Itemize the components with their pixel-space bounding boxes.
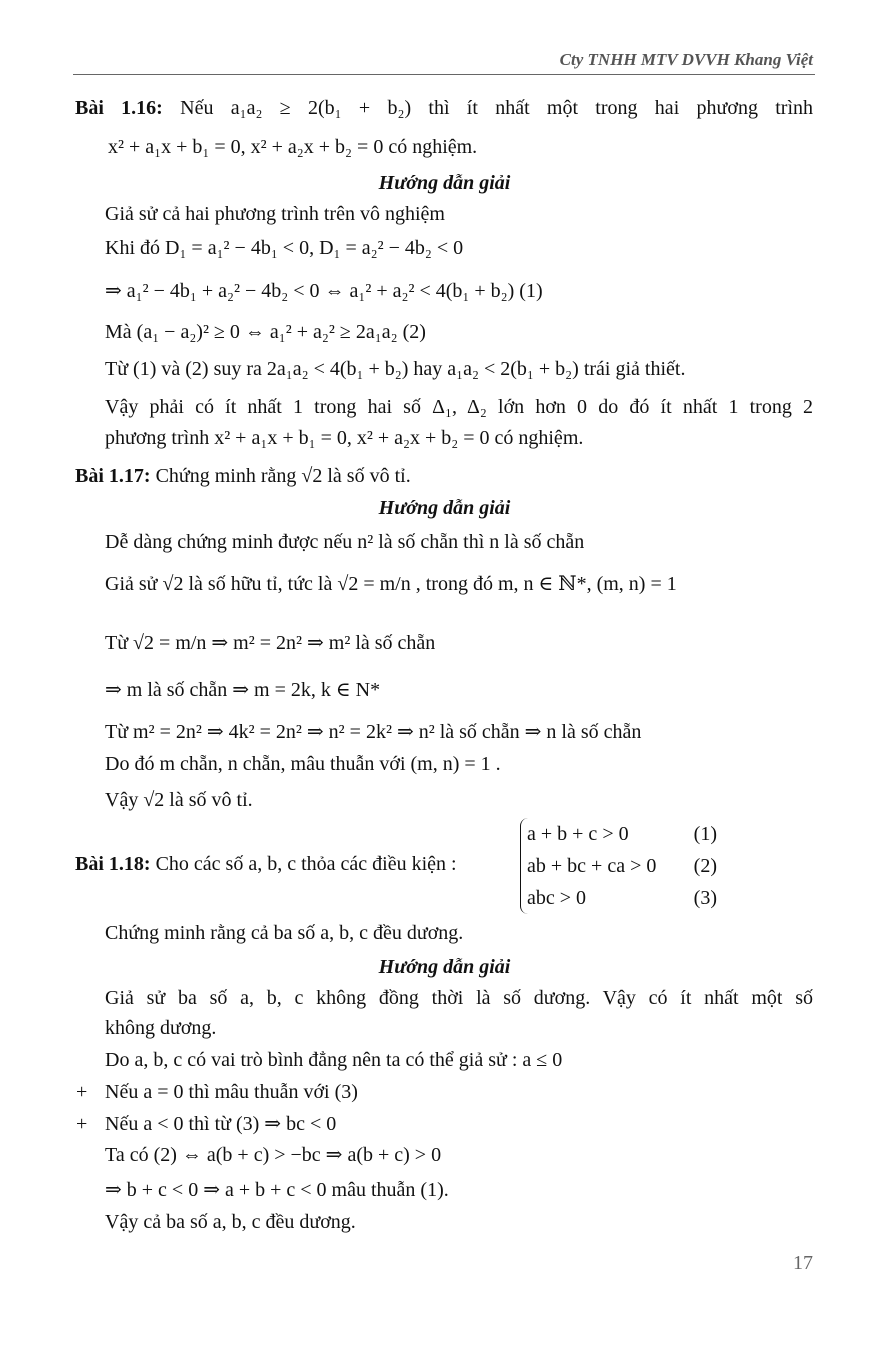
solution-heading: Hướng dẫn giải [378, 172, 511, 194]
solution-line: ⇒ a₁² − 4b₁ + a₂² − 4b₂ < 0 ⇔ a₁² + a₂² < 4(b₁ + b₂) (1) [105, 280, 543, 302]
condition-row: ab + bc + ca > 0 (2) [527, 855, 717, 877]
solution-line: Giả sử √2 là số hữu tỉ, tức là √2 = m/n , trong đó m, n ∈ ℕ*, (m, n) = 1 [105, 573, 677, 595]
solution-line: Do a, b, c có vai trò bình đẳng nên ta có thể giả sử : a ≤ 0 [105, 1049, 563, 1071]
solution-line: Từ (1) và (2) suy ra 2a₁a₂ < 4(b₁ + b₂) hay a₁a₂ < 2(b₁ + b₂) trái giả thiết. [105, 358, 686, 380]
solution-line: Khi đó D₁ = a₁² − 4b₁ < 0, D₁ = a₂² − 4b₂ < 0 [105, 237, 464, 259]
condition-system [520, 818, 717, 914]
header-rule [73, 74, 815, 75]
solution-line: Vậy cả ba số a, b, c đều dương. [105, 1211, 356, 1233]
solution-line: Từ m² = 2n² ⇒ 4k² = 2n² ⇒ n² = 2k² ⇒ n² là số chẵn ⇒ n là số chẵn [105, 721, 642, 743]
bullet-plus: + [76, 1113, 88, 1135]
solution-line: phương trình x² + a₁x + b₁ = 0, x² + a₂x + b₂ = 0 có nghiệm. [105, 427, 584, 449]
solution-line: Mà (a₁ − a₂)² ≥ 0 ⇔ a₁² + a₂² ≥ 2a₁a₂ (2) [105, 321, 426, 343]
solution-line: Nếu a < 0 thì từ (3) ⇒ bc < 0 [105, 1113, 337, 1135]
solution-line: Ta có (2) ⇔ a(b + c) > −bc ⇒ a(b + c) > 0 [105, 1144, 442, 1166]
running-header: Cty TNHH MTV DVVH Khang Việt [559, 50, 813, 69]
solution-line: Nếu a = 0 thì mâu thuẫn với (3) [105, 1081, 358, 1103]
problem-1-16-statement: Bài 1.16: Nếu a₁a₂ ≥ 2(b₁ + b₂) thì ít nhất một trong hai phương trình [75, 97, 814, 119]
solution-line: ⇒ m là số chẵn ⇒ m = 2k, k ∈ N* [105, 679, 381, 701]
condition-row: a + b + c > 0 (1) [527, 823, 717, 845]
problem-label: Bài 1.18: [75, 853, 151, 875]
page-number: 17 [793, 1252, 813, 1274]
problem-label: Bài 1.17: [75, 465, 151, 487]
solution-line: Giả sử ba số a, b, c không đồng thời là số dương. Vậy có ít nhất một số [105, 987, 813, 1009]
solution-line: Vậy phải có ít nhất 1 trong hai số Δ₁, Δ₂ lớn hơn 0 do đó ít nhất 1 trong 2 [105, 396, 813, 418]
solution-line: Do đó m chẵn, n chẵn, mâu thuẫn với (m, n) = 1 . [105, 753, 501, 775]
problem-1-18-statement: Bài 1.18: Cho các số a, b, c thỏa các điều kiện : [75, 853, 457, 875]
condition-row: abc > 0 (3) [527, 887, 717, 909]
problem-1-16-statement-2: x² + a₁x + b₁ = 0, x² + a₂x + b₂ = 0 có nghiệm. [108, 136, 478, 158]
solution-heading: Hướng dẫn giải [378, 497, 511, 519]
problem-1-17-statement: Bài 1.17: Chứng minh rằng √2 là số vô tỉ. [75, 465, 411, 487]
solution-line: Từ √2 = m/n ⇒ m² = 2n² ⇒ m² là số chẵn [105, 632, 436, 654]
solution-line: không dương. [105, 1017, 217, 1039]
problem-label: Bài 1.16: [75, 97, 163, 119]
solution-line: ⇒ b + c < 0 ⇒ a + b + c < 0 mâu thuẫn (1). [105, 1179, 449, 1201]
solution-line: Vậy √2 là số vô tỉ. [105, 789, 253, 811]
bullet-plus: + [76, 1081, 88, 1103]
problem-1-18-statement-2: Chứng minh rằng cả ba số a, b, c đều dương. [105, 922, 464, 944]
solution-line: Dễ dàng chứng minh được nếu n² là số chẵn thì n là số chẵn [105, 531, 585, 553]
solution-heading: Hướng dẫn giải [378, 956, 511, 978]
solution-line: Giả sử cả hai phương trình trên vô nghiệm [105, 203, 445, 225]
